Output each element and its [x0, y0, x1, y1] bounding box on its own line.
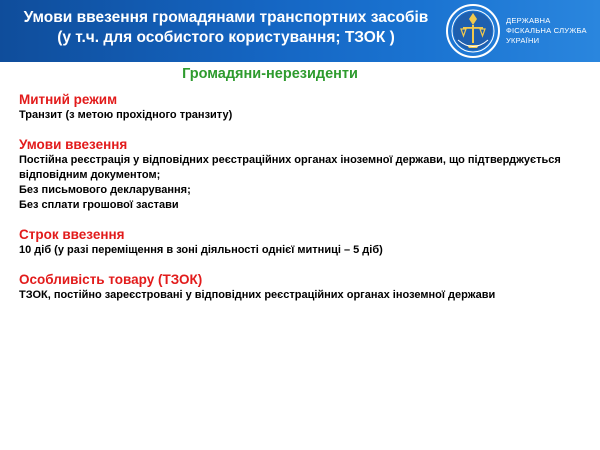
section-text-line: Без письмового декларування;: [19, 184, 191, 196]
section-heading: Особливість товару (ТЗОК): [19, 272, 203, 287]
slide-title: [16, 8, 436, 48]
section-heading: Митний режим: [19, 92, 118, 107]
section-text-line: відповідним документом;: [19, 169, 161, 181]
section-customs-regime: [19, 92, 597, 123]
fiscal-service-emblem-icon: [445, 3, 501, 59]
slide-content: [19, 92, 597, 317]
section-text-line: Постійна реєстрація у відповідних реєстраційних органах іноземної держави, що підтверджується: [19, 154, 561, 166]
section-heading: Строк ввезення: [19, 227, 125, 242]
section-text-line: ТЗОК, постійно зареєстровані у відповідних реєстраційних органах іноземної держави: [19, 289, 496, 301]
section-text-line: 10 діб (у разі переміщення в зоні діяльності однієї митниці – 5 діб): [19, 244, 383, 256]
slide-subtitle: Громадяни-нерезиденти: [182, 66, 358, 82]
section-text-line: Без сплати грошової застави: [19, 199, 179, 211]
section-goods-feature: [19, 272, 597, 303]
agency-name-line-1: ДЕРЖАВНА: [506, 16, 551, 25]
slide-title-line-1: Умови ввезення громадянами транспортних засобів: [23, 9, 429, 26]
section-text-line: Транзит (з метою прохідного транзиту): [19, 109, 233, 121]
agency-name-line-2: ФІСКАЛЬНА СЛУЖБА: [506, 26, 587, 35]
slide-title-line-2: (у т.ч. для особистого користування; ТЗОК ): [57, 29, 395, 46]
section-heading: Умови ввезення: [19, 137, 128, 152]
section-import-term: [19, 227, 597, 258]
slide-header: [0, 0, 600, 62]
agency-name: [506, 16, 587, 46]
agency-name-line-3: УКРАЇНИ: [506, 36, 540, 45]
section-import-conditions: [19, 137, 597, 213]
